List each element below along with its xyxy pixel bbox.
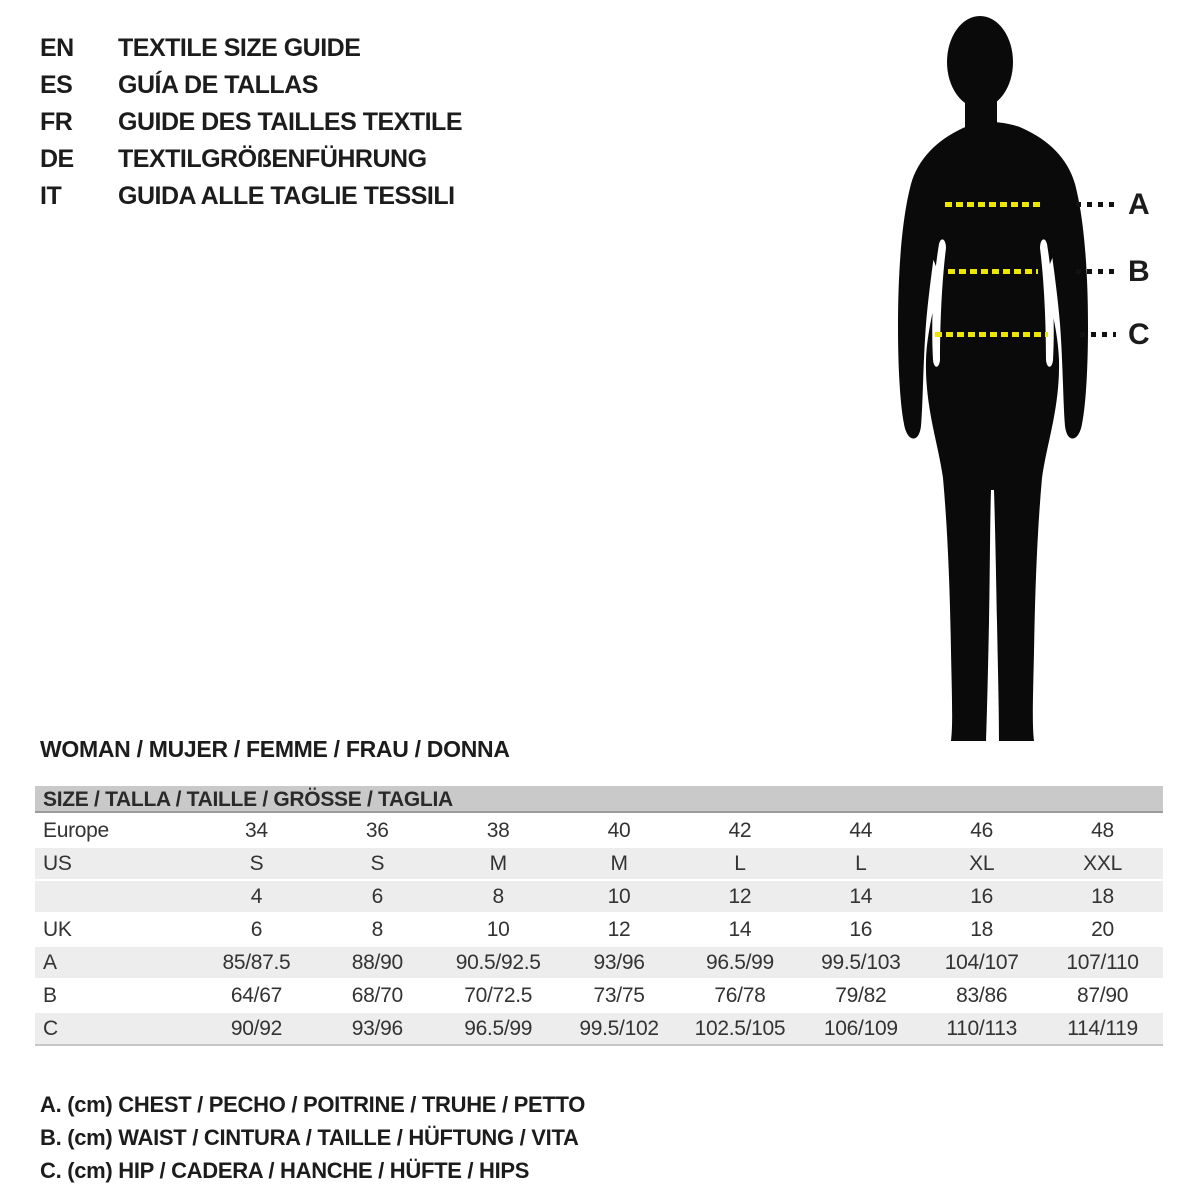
table-cell: 70/72.5 xyxy=(464,983,533,1007)
table-cell: L xyxy=(855,851,867,875)
language-row xyxy=(40,178,462,215)
section-title-woman: WOMAN / MUJER / FEMME / FRAU / DONNA xyxy=(40,736,510,762)
table-cell: 12 xyxy=(728,884,752,908)
table-cell: 90/92 xyxy=(230,1016,282,1040)
table-cell: 12 xyxy=(607,917,631,941)
woman-silhouette xyxy=(893,12,1097,744)
table-cell: 68/70 xyxy=(351,983,403,1007)
table-row xyxy=(35,881,1163,912)
table-cell: 110/113 xyxy=(946,1016,1018,1040)
language-label: GUIDE DES TAILLES TEXTILE xyxy=(118,108,463,136)
table-cell: 34 xyxy=(245,818,268,842)
table-cell: 79/82 xyxy=(835,983,887,1007)
table-cell: 16 xyxy=(970,884,994,908)
language-label: TEXTILE SIZE GUIDE xyxy=(118,34,361,62)
measure-label-a: A xyxy=(1128,188,1150,221)
table-cell: 18 xyxy=(1091,884,1114,908)
language-label: GUÍA DE TALLAS xyxy=(118,71,318,99)
language-code: EN xyxy=(40,34,74,62)
table-cell: S xyxy=(249,851,264,875)
table-cell: XL xyxy=(969,851,995,875)
table-cell: 96.5/99 xyxy=(705,950,774,974)
size-table xyxy=(35,786,1163,1046)
measurement-legend xyxy=(40,1088,585,1187)
table-cell: 104/107 xyxy=(944,950,1019,974)
hip-line-leader xyxy=(1080,332,1116,337)
table-cell: 42 xyxy=(728,818,752,842)
table-cell: 90.5/92.5 xyxy=(455,950,541,974)
table-cell: 48 xyxy=(1091,818,1114,842)
table-cell: 64/67 xyxy=(230,983,282,1007)
table-cell: 99.5/103 xyxy=(821,950,901,974)
table-cell: 6 xyxy=(250,917,263,941)
language-label: GUIDA ALLE TAGLIE TESSILI xyxy=(118,182,455,210)
table-cell: 46 xyxy=(970,818,994,842)
table-cell: 10 xyxy=(486,917,510,941)
table-cell: 18 xyxy=(970,917,994,941)
language-row xyxy=(40,30,462,67)
table-cell: 14 xyxy=(849,884,873,908)
waist-line-yellow xyxy=(948,269,1038,274)
table-cell: XXL xyxy=(1083,851,1122,875)
language-list xyxy=(40,30,462,215)
measure-label-c: C xyxy=(1128,318,1150,351)
table-cell: 85/87.5 xyxy=(222,950,291,974)
table-cell: 14 xyxy=(728,917,752,941)
table-cell: 10 xyxy=(607,884,631,908)
table-cell: 8 xyxy=(371,917,383,941)
legend-line: A. (cm) CHEST / PECHO / POITRINE / TRUHE / PETTO xyxy=(40,1092,586,1117)
language-row xyxy=(40,141,462,178)
table-cell: 88/90 xyxy=(351,950,403,974)
table-cell: 16 xyxy=(849,917,873,941)
language-code: FR xyxy=(40,108,73,136)
table-cell: 106/109 xyxy=(823,1016,898,1040)
waist-line-leader xyxy=(1076,269,1116,274)
table-cell: 20 xyxy=(1091,917,1114,941)
table-row-label: US xyxy=(43,851,72,875)
legend-line: C. (cm) HIP / CADERA / HANCHE / HÜFTE / HIPS xyxy=(40,1158,530,1183)
table-cell: 8 xyxy=(492,884,504,908)
language-code: IT xyxy=(40,182,62,210)
table-cell: 114/119 xyxy=(1067,1016,1138,1040)
chest-line-leader xyxy=(1076,202,1116,207)
table-cell: 73/75 xyxy=(593,983,645,1007)
legend-line: B. (cm) WAIST / CINTURA / TAILLE / HÜFTUNG / VITA xyxy=(40,1125,579,1150)
language-label: TEXTILGRÖßENFÜHRUNG xyxy=(118,145,427,173)
table-cell: 87/90 xyxy=(1077,983,1129,1007)
size-table-body xyxy=(35,815,1163,1044)
table-cell: 93/96 xyxy=(351,1016,403,1040)
table-cell: L xyxy=(734,851,746,875)
table-cell: 44 xyxy=(849,818,873,842)
table-cell: 107/110 xyxy=(1066,950,1139,974)
table-row xyxy=(35,815,1163,846)
table-cell: 40 xyxy=(607,818,631,842)
table-cell: 4 xyxy=(250,884,263,908)
table-row-label: Europe xyxy=(43,818,109,842)
table-row-label: C xyxy=(43,1016,58,1040)
table-cell: M xyxy=(489,851,507,875)
woman-silhouette-svg xyxy=(893,12,1097,744)
table-row-label: B xyxy=(43,983,57,1007)
table-cell: 76/78 xyxy=(714,983,766,1007)
table-cell: S xyxy=(370,851,385,875)
table-row xyxy=(35,980,1163,1011)
table-row xyxy=(35,1013,1163,1044)
language-code: DE xyxy=(40,145,74,173)
table-row xyxy=(35,947,1163,978)
table-cell: 38 xyxy=(486,818,510,842)
language-row xyxy=(40,104,462,141)
table-cell: M xyxy=(610,851,628,875)
measure-label-b: B xyxy=(1128,255,1150,288)
language-code: ES xyxy=(40,71,73,99)
hip-line-yellow xyxy=(935,332,1048,337)
table-cell: 6 xyxy=(371,884,383,908)
size-table-header: SIZE / TALLA / TAILLE / GRÖSSE / TAGLIA xyxy=(35,786,1163,813)
table-row xyxy=(35,914,1163,945)
table-row-label: A xyxy=(43,950,57,974)
table-cell: 102.5/105 xyxy=(694,1016,786,1040)
table-cell: 96.5/99 xyxy=(464,1016,533,1040)
table-cell: 99.5/102 xyxy=(579,1016,659,1040)
table-row xyxy=(35,848,1163,879)
table-cell: 83/86 xyxy=(956,983,1008,1007)
chest-line-yellow xyxy=(945,202,1043,207)
table-row-label: UK xyxy=(43,917,72,941)
language-row xyxy=(40,67,462,104)
table-cell: 93/96 xyxy=(593,950,645,974)
table-cell: 36 xyxy=(365,818,389,842)
